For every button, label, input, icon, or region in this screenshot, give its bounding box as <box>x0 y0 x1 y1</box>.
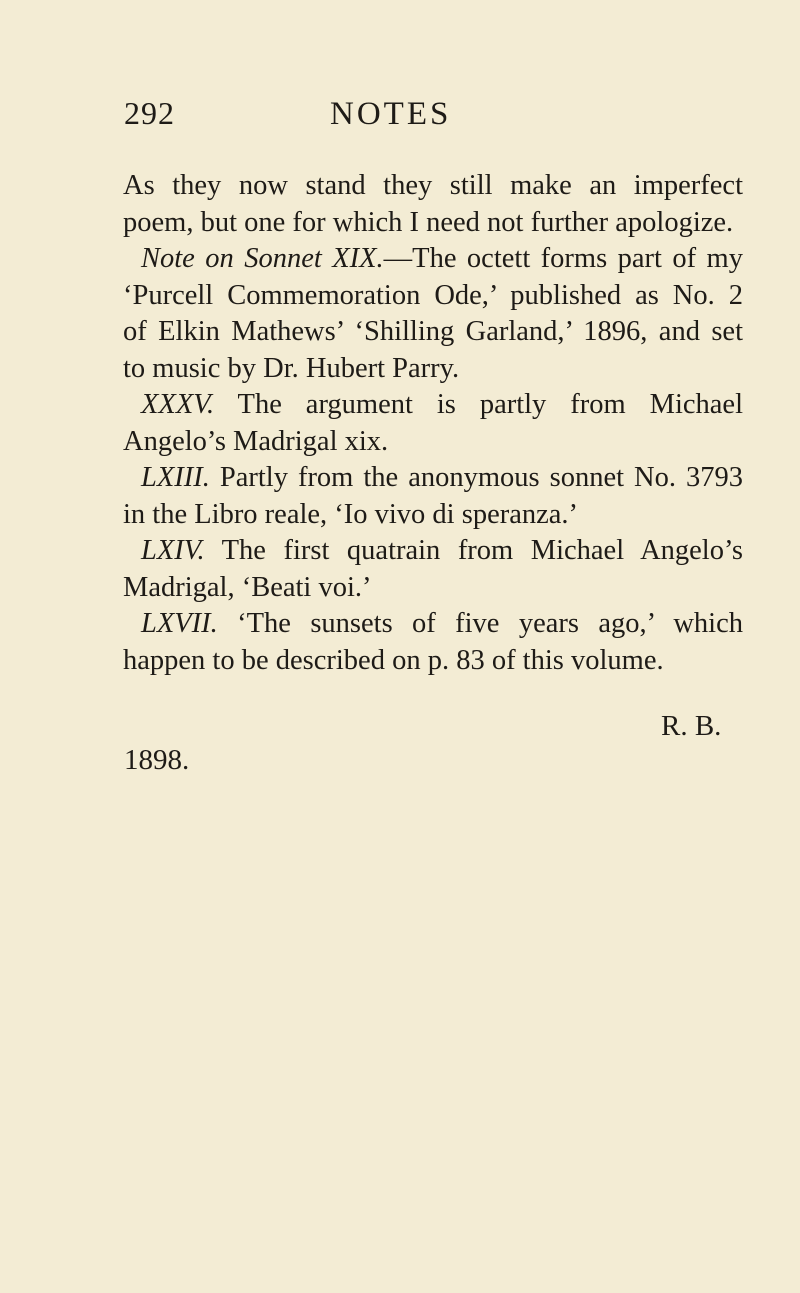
text-run: The argument is partly from Michael <box>214 389 743 420</box>
text-line: As they now stand they still make an imperfect <box>123 170 743 201</box>
note-paragraph-xxxv <box>123 387 743 424</box>
note-label: Note on Sonnet XIX. <box>141 243 384 274</box>
text-line: Madrigal, ‘Beati voi.’ <box>123 571 372 603</box>
text-line: in the Libro reale, ‘Io vivo di speranza.’ <box>123 498 579 530</box>
note-label: LXVII. <box>141 608 218 639</box>
text-line: ‘Purcell Commemoration Ode,’ published as No. 2 <box>123 279 743 311</box>
note-paragraph-sonnet-xix <box>123 241 743 278</box>
notes-text <box>123 168 743 679</box>
note-paragraph-lxvii <box>123 606 743 643</box>
text-run: Partly from the anonymous sonnet No. 3793 <box>209 462 743 493</box>
text-run: —The octett forms part of my <box>383 243 743 274</box>
text-run: ‘The sunsets of five years ago,’ which <box>217 608 743 639</box>
note-label: LXIV. <box>141 535 205 566</box>
author-signature: R. B. <box>661 710 722 742</box>
text-run: The first quatrain from Michael Angelo’s <box>204 535 743 566</box>
note-label: XXXV. <box>141 389 215 420</box>
page-number: 292 <box>124 95 175 131</box>
note-paragraph-lxiv <box>123 533 743 570</box>
note-paragraph-lxiii <box>123 460 743 497</box>
running-head: NOTES <box>330 96 452 132</box>
text-line: Angelo’s Madrigal xix. <box>123 425 389 457</box>
text-line: of Elkin Mathews’ ‘Shilling Garland,’ 1896, and set <box>123 316 743 347</box>
note-label: LXIII. <box>141 462 210 493</box>
text-line: to music by Dr. Hubert Parry. <box>123 352 460 384</box>
date-line: 1898. <box>124 744 190 776</box>
text-line: happen to be described on p. 83 of this volume. <box>123 644 664 676</box>
text-line: poem, but one for which I need not further apologize. <box>123 206 734 238</box>
